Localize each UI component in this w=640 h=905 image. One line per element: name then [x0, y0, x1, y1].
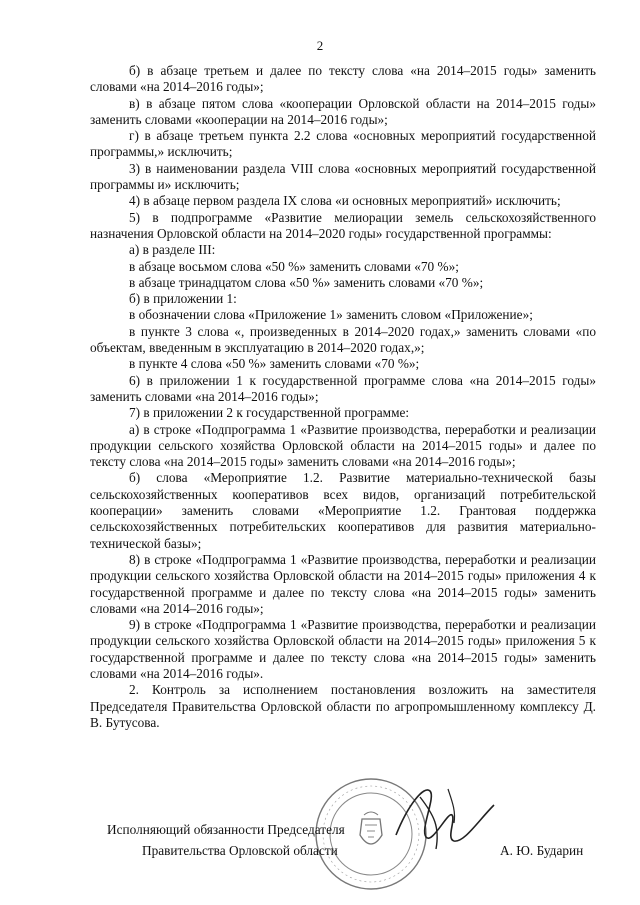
paragraph: 7) в приложении 2 к государственной программе:	[129, 405, 410, 421]
paragraph: в абзаце тринадцатом слова «50 %» заменить словами «70 %»;	[129, 274, 484, 290]
paragraph: 9) в строке «Подпрограмма 1 «Развитие производства, переработки и реализации продукции сельского хозяйства Орловской области на 2014–2015 годы» приложения 5 к государственной программе и далее по тексту слова «на 2014–2015 годы» заменить словами «на 2014–2016 годы».	[90, 617, 596, 681]
paragraph: г) в абзаце третьем пункта 2.2 слова «основных мероприятий государственной программы,» исключить;	[90, 128, 596, 160]
paragraph: в абзаце восьмом слова «50 %» заменить словами «70 %»;	[129, 258, 459, 274]
document-body	[90, 63, 596, 731]
paragraph: 5) в подпрограмме «Развитие мелиорации земель сельскохозяйственного назначения Орловской области на 2014–2020 годы» государственной программы:	[90, 209, 596, 241]
paragraph: б) в приложении 1:	[129, 291, 237, 307]
paragraph: в) в абзаце пятом слова «кооперации Орловской области на 2014–2015 годы» заменить словами «кооперации на 2014–2016 годы»;	[90, 95, 596, 127]
paragraph: а) в разделе III:	[129, 242, 216, 258]
page-number: 2	[316, 38, 324, 53]
signatory-position-line2: Правительства Орловской области	[142, 843, 338, 858]
paragraph: 6) в приложении 1 к государственной программе слова «на 2014–2015 годы» заменить словами «на 2014–2016 годы»;	[90, 372, 596, 404]
signatory-position-line1: Исполняющий обязанности Председателя	[107, 822, 345, 837]
signatory-name: А. Ю. Бударин	[500, 843, 584, 858]
signature-block	[0, 812, 640, 892]
paragraph: б) слова «Мероприятие 1.2. Развитие материально-технической базы сельскохозяйственных кооперативов всех видов, организаций потребительской кооперации» заменить словами «Мероприятие 1.2. Грантовая поддержка сельскохозяйственных потребительских кооперативов для развития материально-технической базы»;	[90, 470, 596, 551]
paragraph: в обозначении слова «Приложение 1» заменить словом «Приложение»;	[129, 307, 533, 323]
paragraph: в пункте 3 слова «, произведенных в 2014–2020 годах,» заменить словами «по объектам, введенным в эксплуатацию в 2014–2020 годах,»;	[90, 323, 596, 356]
paragraph: 8) в строке «Подпрограмма 1 «Развитие производства, переработки и реализации продукции сельского хозяйства Орловской области на 2014–2015 годы» приложения 4 к государственной программе и далее по тексту слова «на 2014–2015 годы» заменить словами «на 2014–2016 годы»;	[90, 551, 596, 616]
paragraph: 4) в абзаце первом раздела IX слова «и основных мероприятий» исключить;	[129, 193, 561, 209]
paragraph: 2. Контроль за исполнением постановления возложить на заместителя Председателя Правительства Орловской области по агропромышленному комплексу Д. В. Бутусова.	[90, 682, 596, 730]
paragraph: в пункте 4 слова «50 %» заменить словами «70 %»;	[129, 356, 420, 372]
paragraph: б) в абзаце третьем и далее по тексту слова «на 2014–2015 годы» заменить словами «на 2014–2016 годы»;	[90, 63, 596, 95]
paragraph: а) в строке «Подпрограмма 1 «Развитие производства, переработки и реализации продукции сельского хозяйства Орловской области на 2014–2015 годы» и далее по тексту слова «на 2014–2015 годы» заменить словами «на 2014–2016 годы»;	[90, 421, 596, 470]
paragraph: 3) в наименовании раздела VIII слова «основных мероприятий государственной программы и» исключить;	[90, 160, 596, 193]
